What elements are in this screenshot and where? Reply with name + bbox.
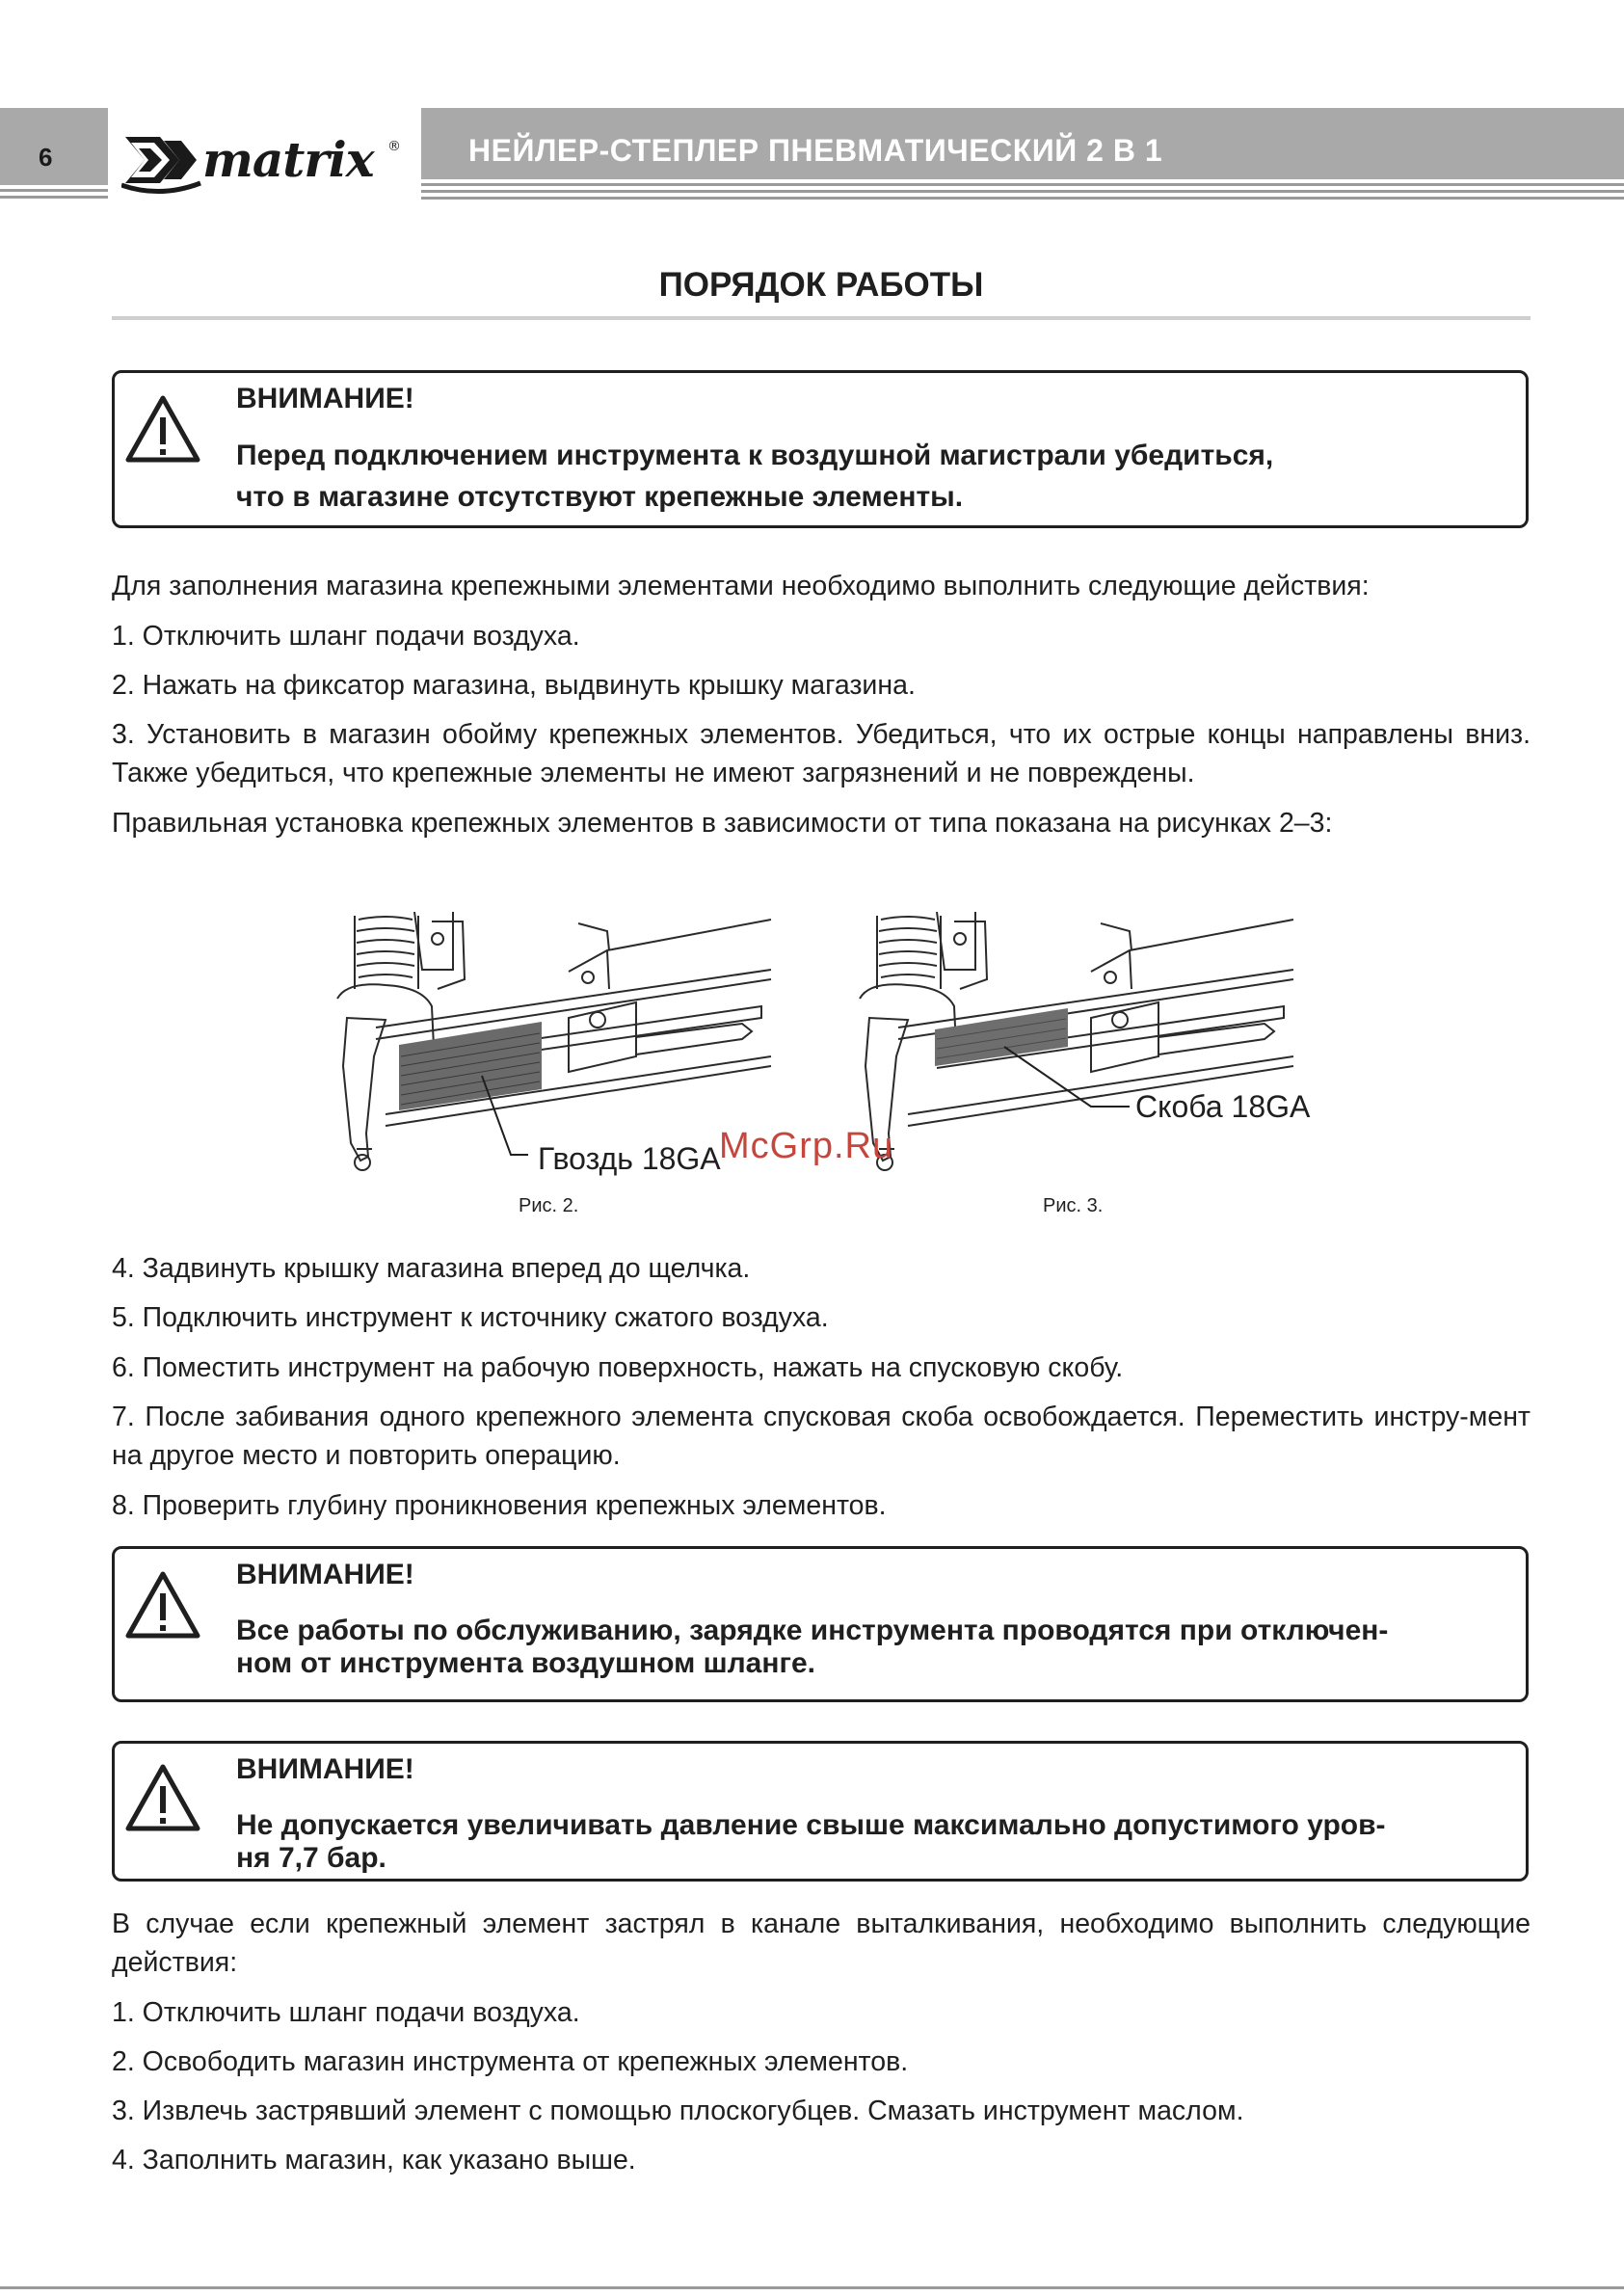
loading-step: 3. Установить в магазин обойму крепежных элементов. Убедиться, что их острые концы направлены вниз. Также убедиться, что крепежные элементы не имеют загрязнений и не повреждены. bbox=[112, 719, 1531, 788]
matrix-logo bbox=[121, 127, 401, 197]
operation-step: 4. Задвинуть крышку магазина вперед до щелчка. bbox=[112, 1253, 751, 1284]
logo-wordmark: matrix bbox=[202, 131, 374, 188]
warning-title: ВНИМАНИЕ! bbox=[236, 1559, 414, 1590]
footer-rule bbox=[0, 2286, 1624, 2289]
title-underline bbox=[112, 316, 1531, 320]
warning-box bbox=[112, 370, 1529, 528]
warning-triangle-icon bbox=[124, 1763, 201, 1832]
jam-step: 2. Освободить магазин инструмента от крепежных элементов. bbox=[112, 2046, 909, 2077]
warning-line: Перед подключением инструмента к воздушной магистрали убедиться, bbox=[236, 440, 1274, 471]
loading-step: 2. Нажать на фиксатор магазина, выдвинуть крышку магазина. bbox=[112, 670, 916, 701]
header-stripe bbox=[0, 196, 108, 199]
loading-intro: Для заполнения магазина крепежными элементами необходимо выполнить следующие действия: bbox=[112, 571, 1370, 601]
header-stripe bbox=[421, 183, 1624, 186]
warning-line: Все работы по обслуживанию, зарядке инструмента проводятся при отключен- bbox=[236, 1615, 1389, 1646]
warning-triangle-icon bbox=[124, 394, 201, 464]
jam-step: 3. Извлечь застрявший элемент с помощью плоскогубцев. Смазать инструмент маслом. bbox=[112, 2096, 1244, 2126]
warning-line: ном от инструмента воздушном шланге. bbox=[236, 1647, 815, 1679]
warning-text bbox=[236, 1809, 1506, 1875]
jam-step: 1. Отключить шланг подачи воздуха. bbox=[112, 1997, 580, 2028]
warning-triangle-icon bbox=[124, 1570, 201, 1640]
document-title: НЕЙЛЕР-СТЕПЛЕР ПНЕВМАТИЧЕСКИЙ 2 В 1 bbox=[468, 133, 1163, 168]
header-page-tab bbox=[0, 108, 108, 185]
warning-line: ня 7,7 бар. bbox=[236, 1842, 386, 1874]
page-number: 6 bbox=[39, 143, 53, 172]
warning-title: ВНИМАНИЕ! bbox=[236, 1753, 414, 1785]
operation-step: 7. После забивания одного крепежного элемента спусковая скоба освобождается. Переместить инстру-мент на другое место и повторить операцию. bbox=[112, 1402, 1531, 1471]
nailer-staple-illustration bbox=[840, 912, 1303, 1191]
warning-line: что в магазине отсутствуют крепежные элементы. bbox=[236, 481, 964, 513]
warning-box bbox=[112, 1546, 1529, 1702]
figures-intro: Правильная установка крепежных элементов в зависимости от типа показана на рисунках 2–3: bbox=[112, 808, 1333, 839]
staple-callout-label: Скоба 18GA bbox=[1135, 1089, 1311, 1124]
jam-intro: В случае если крепежный элемент застрял в канале выталкивания, необходимо выполнить следующие действия: bbox=[112, 1909, 1531, 1978]
warning-box bbox=[112, 1741, 1529, 1882]
warning-title: ВНИМАНИЕ! bbox=[236, 383, 414, 414]
watermark: McGrp.Ru bbox=[719, 1126, 894, 1166]
operation-step: 8. Проверить глубину проникновения крепежных элементов. bbox=[112, 1490, 887, 1521]
operation-step: 5. Подключить инструмент к источнику сжатого воздуха. bbox=[112, 1302, 829, 1333]
warning-text bbox=[236, 1615, 1506, 1680]
nail-callout-label: Гвоздь 18GA bbox=[538, 1141, 721, 1176]
warning-text bbox=[236, 435, 1506, 518]
matrix-logo-icon bbox=[121, 131, 202, 195]
figure-caption: Рис. 3. bbox=[1043, 1195, 1104, 1216]
registered-mark-icon: ® bbox=[387, 139, 401, 154]
loading-step: 1. Отключить шланг подачи воздуха. bbox=[112, 621, 580, 652]
figure-caption: Рис. 2. bbox=[519, 1195, 579, 1216]
jam-step: 4. Заполнить магазин, как указано выше. bbox=[112, 2145, 636, 2176]
section-title: ПОРЯДОК РАБОТЫ bbox=[658, 266, 984, 304]
operation-step: 6. Поместить инструмент на рабочую поверхность, нажать на спусковую скобу. bbox=[112, 1352, 1124, 1383]
header-stripe bbox=[0, 189, 108, 192]
header-stripe bbox=[421, 190, 1624, 193]
header-stripe bbox=[421, 197, 1624, 200]
warning-line: Не допускается увеличивать давление свыше максимально допустимого уров- bbox=[236, 1809, 1386, 1841]
